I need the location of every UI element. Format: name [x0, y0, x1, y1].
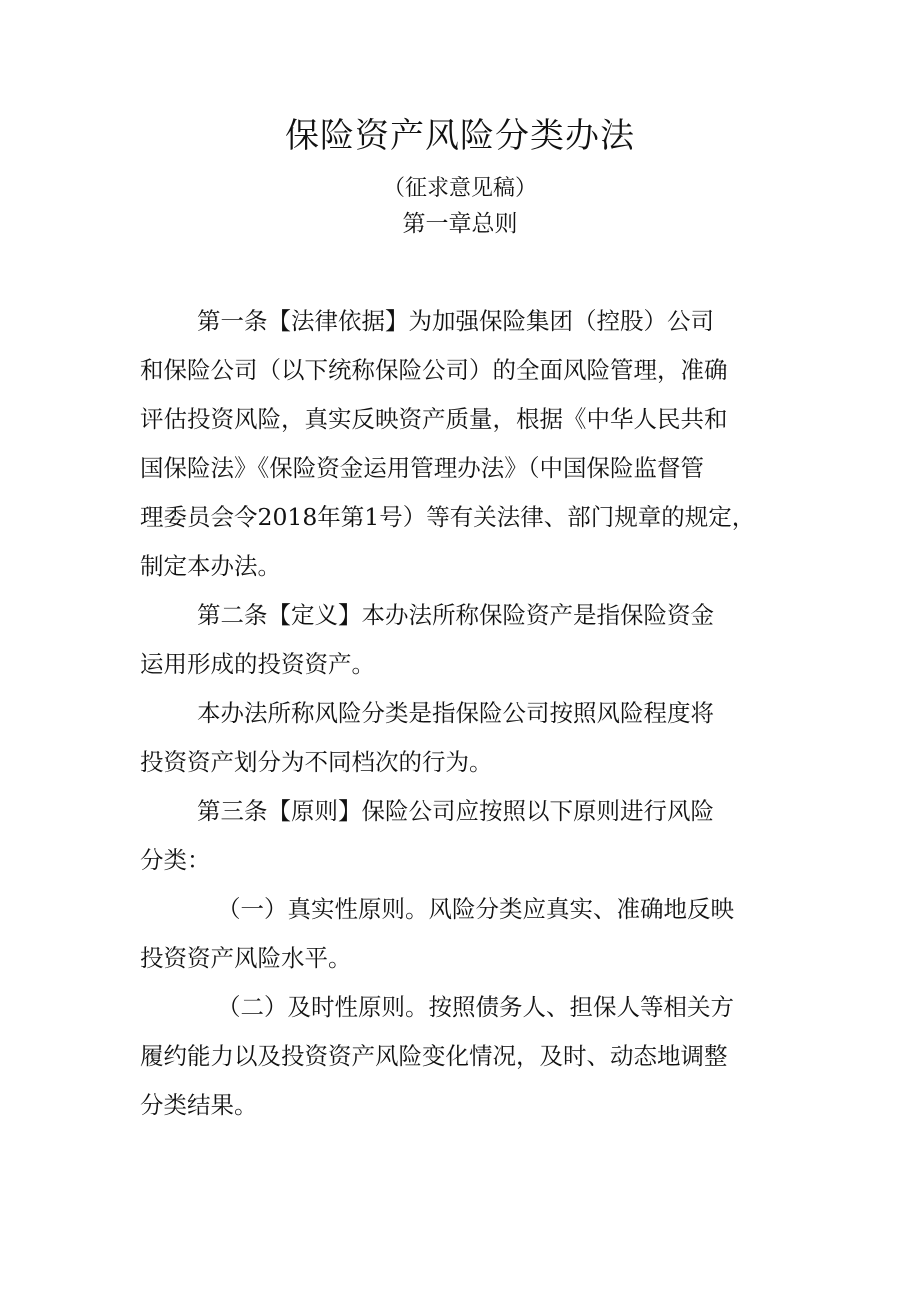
text-line: 第三条【原则】保险公司应按照以下原则进行风险 — [197, 797, 714, 825]
definition-paragraph — [140, 689, 790, 787]
text-line: 本办法所称风险分类是指保险公司按照风险程度将 — [197, 699, 714, 727]
text-line: 第一条【法律依据】为加强保险集团（控股）公司 — [197, 307, 714, 335]
text-line: （一）真实性原则。风险分类应真实、准确地反映 — [217, 895, 734, 923]
text-line: （二）及时性原则。按照债务人、担保人等相关方 — [217, 993, 734, 1021]
document-title: 保险资产风险分类办法 — [285, 116, 635, 156]
text-line: 分类： — [140, 846, 211, 874]
text-line: 第二条【定义】本办法所称保险资产是指保险资金 — [197, 601, 714, 629]
text-line: 履约能力以及投资资产风险变化情况，及时、动态地调整 — [140, 1042, 728, 1070]
article-1-paragraph — [140, 297, 790, 591]
text-line: 运用形成的投资资产。 — [140, 650, 375, 678]
text-line: 理委员会令2018年第1号）等有关法律、部门规章的规定， — [140, 503, 756, 531]
document-subtitle: （征求意见稿） — [382, 176, 537, 201]
text-line: 投资资产划分为不同档次的行为。 — [140, 748, 493, 776]
text-line: 投资资产风险水平。 — [140, 944, 352, 972]
chapter-heading: 第一章总则 — [402, 211, 518, 237]
article-2-paragraph — [140, 591, 790, 689]
text-line: 和保险公司（以下统称保险公司）的全面风险管理，准确 — [140, 356, 728, 384]
text-line: 国保险法》《保险资金运用管理办法》（中国保险监督管 — [140, 454, 704, 482]
document-body — [140, 297, 790, 1130]
text-line: 分类结果。 — [140, 1091, 258, 1119]
text-line: 制定本办法。 — [140, 552, 281, 580]
principle-1-paragraph — [140, 885, 790, 983]
principle-2-paragraph — [140, 983, 790, 1130]
article-3-paragraph — [140, 787, 790, 885]
text-line: 评估投资风险，真实反映资产质量，根据《中华人民共和 — [140, 405, 728, 433]
